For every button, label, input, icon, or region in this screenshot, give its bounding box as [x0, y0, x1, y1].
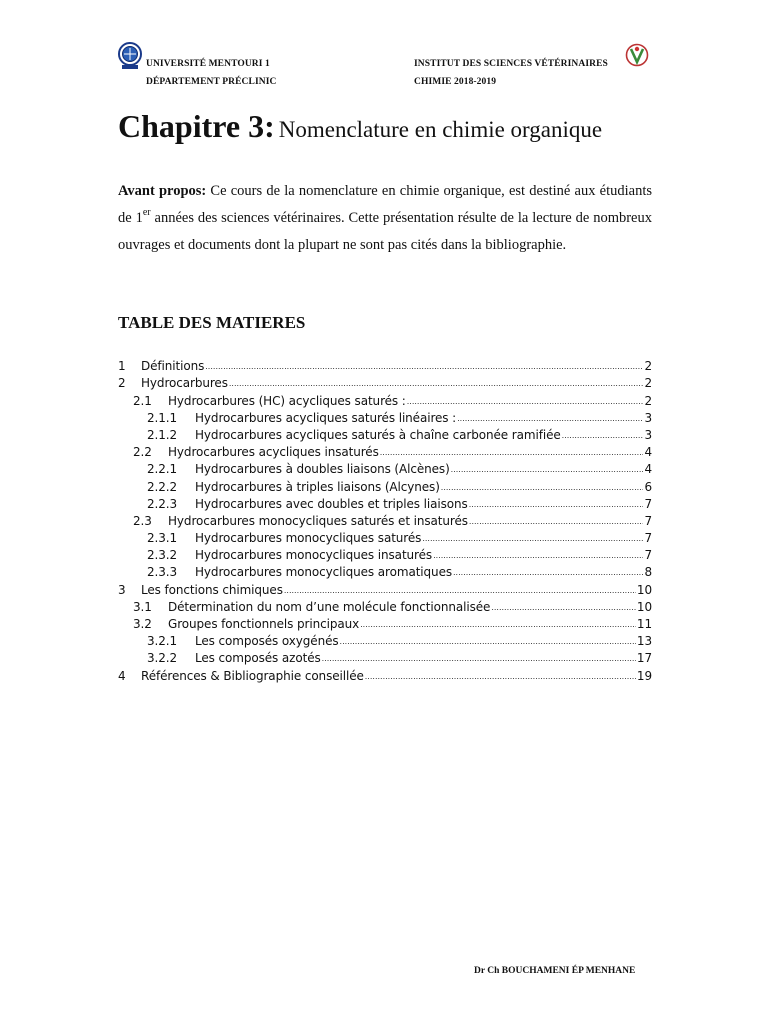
toc-entry[interactable]: [118, 459, 652, 476]
toc-entry[interactable]: [118, 408, 652, 425]
toc-entry-number: 3.2.1: [147, 634, 178, 649]
toc-entry-number: 2.3.3: [147, 565, 178, 580]
institute-name: INSTITUT DES SCIENCES VÉTÉRINAIRES: [414, 59, 608, 69]
toc-entry[interactable]: [118, 579, 652, 596]
chapter-number: Chapitre 3:: [118, 108, 275, 144]
footer-author: Dr Ch BOUCHAMENI ÉP MENHANE: [474, 966, 636, 976]
toc-entry-number: 1: [118, 359, 126, 374]
toc-entry[interactable]: [118, 425, 652, 442]
toc-entry-number: 3.2.2: [147, 651, 178, 666]
toc-leader-dots: [360, 619, 636, 631]
toc-leader-dots: [229, 378, 644, 390]
toc-entry-page: 17: [636, 651, 652, 666]
toc-entry-number: 2.3: [133, 513, 152, 528]
toc-entry-title: Détermination du nom d’une molécule fonctionnalisée: [168, 599, 491, 614]
toc-entry-page: 4: [644, 462, 652, 477]
toc-entry-title: Les composés oxygénés: [195, 634, 339, 649]
toc-entry-title: Les composés azotés: [195, 651, 321, 666]
toc-entry-page: 7: [644, 548, 652, 563]
toc-entry-title: Les fonctions chimiques: [141, 582, 283, 597]
toc-entry-title: Hydrocarbures monocycliques saturés et insaturés: [168, 513, 468, 528]
toc-entry[interactable]: [118, 648, 652, 665]
toc-entry[interactable]: [118, 390, 652, 407]
toc-entry-number: 2.1: [133, 393, 152, 408]
toc-entry-page: 7: [644, 531, 652, 546]
university-logo: [118, 42, 142, 70]
toc-entry-number: 3.1: [133, 599, 152, 614]
toc-entry-page: 10: [636, 582, 652, 597]
toc-entry-number: 2.3.2: [147, 548, 178, 563]
toc-entry-title: Hydrocarbures acycliques saturés linéaires :: [195, 410, 457, 425]
toc-entry-number: 2.2.2: [147, 479, 178, 494]
toc-entry-title: Références & Bibliographie conseillée: [141, 668, 364, 683]
intro-text-1: Ce cours de la nomenclature en chimie organique, est destiné aux étudiants de 1: [118, 183, 652, 226]
toc-entry[interactable]: [118, 511, 652, 528]
toc-entry-number: 2: [118, 376, 126, 391]
toc-entry[interactable]: [118, 631, 652, 648]
toc-entry-page: 10: [636, 599, 652, 614]
toc-entry[interactable]: [118, 614, 652, 631]
toc-leader-dots: [469, 499, 644, 511]
toc-entry-page: 7: [644, 496, 652, 511]
toc-entry[interactable]: [118, 545, 652, 562]
toc-entry-page: 2: [644, 376, 652, 391]
chapter-title: Nomenclature en chimie organique: [278, 117, 603, 142]
toc-entry-title: Hydrocarbures: [141, 376, 228, 391]
toc-entry-page: 2: [644, 393, 652, 408]
toc-entry-page: 11: [636, 617, 652, 631]
toc-entry-number: 3.2: [133, 617, 152, 631]
toc-entry-page: 2: [644, 359, 652, 374]
toc-leader-dots: [380, 447, 644, 459]
toc-leader-dots: [491, 602, 636, 614]
toc-entry-number: 2.1.2: [147, 427, 178, 442]
university-name: UNIVERSITÉ MENTOURI 1: [146, 59, 270, 69]
toc-entry-title: Hydrocarbures acycliques saturés à chaîne carbonée ramifiée: [195, 427, 561, 442]
toc-entry-number: 4: [118, 668, 126, 683]
toc-entry[interactable]: [118, 562, 652, 579]
toc-entry[interactable]: [118, 597, 652, 614]
toc-entry-page: 6: [644, 479, 652, 494]
toc-leader-dots: [453, 567, 643, 579]
intro-paragraph: [118, 178, 652, 259]
toc-entry-title: Hydrocarbures avec doubles et triples liaisons: [195, 496, 468, 511]
toc-entry-number: 2.2.1: [147, 462, 178, 477]
intro-label: Avant propos:: [118, 183, 207, 199]
toc-leader-dots: [284, 585, 636, 597]
toc-entry[interactable]: [118, 665, 652, 682]
toc-entry-number: 2.2: [133, 445, 152, 460]
toc-entry-number: 2.2.3: [147, 496, 178, 511]
chapter-heading: [118, 108, 602, 145]
toc-leader-dots: [407, 396, 644, 408]
toc-entry[interactable]: [118, 356, 652, 373]
toc-leader-dots: [457, 413, 643, 425]
toc-entry-title: Hydrocarbures monocycliques insaturés: [195, 548, 433, 563]
department-name: DÉPARTEMENT PRÉCLINIC: [146, 77, 277, 87]
toc-entry-title: Hydrocarbures (HC) acycliques saturés :: [168, 393, 406, 408]
toc-entry-title: Hydrocarbures acycliques insaturés: [168, 445, 379, 460]
toc-entry-page: 8: [644, 565, 652, 580]
toc-entry-title: Groupes fonctionnels principaux: [168, 617, 360, 631]
toc-entry[interactable]: [118, 476, 652, 493]
toc-entry-title: Hydrocarbures monocycliques aromatiques: [195, 565, 453, 580]
toc-leader-dots: [451, 464, 644, 476]
toc-entry[interactable]: [118, 494, 652, 511]
toc-entry-title: Hydrocarbures à triples liaisons (Alcynes): [195, 479, 440, 494]
toc-leader-dots: [365, 671, 636, 683]
toc-leader-dots: [205, 361, 643, 373]
toc-leader-dots: [340, 636, 636, 648]
intro-text-2: années des sciences vétérinaires. Cette présentation résulte de la lecture de nombreux ouvrages et documents dont la plupart ne sont pas cités dans la bibliographie.: [118, 210, 652, 253]
toc-entry-title: Définitions: [141, 359, 205, 374]
toc-entry-number: 2.1.1: [147, 410, 178, 425]
toc-leader-dots: [562, 430, 644, 442]
toc-entry-page: 7: [644, 513, 652, 528]
toc-leader-dots: [433, 550, 643, 562]
toc-leader-dots: [469, 516, 644, 528]
toc-heading: TABLE DES MATIERES: [118, 313, 306, 332]
toc-leader-dots: [322, 653, 636, 665]
toc-entry-page: 19: [636, 668, 652, 683]
toc-entry-page: 13: [636, 634, 652, 649]
toc-entry-number: 3: [118, 582, 126, 597]
table-of-contents: [118, 356, 652, 683]
toc-leader-dots: [422, 533, 643, 545]
toc-entry[interactable]: [118, 442, 652, 459]
toc-entry-page: 3: [644, 410, 652, 425]
institute-logo: [625, 43, 649, 69]
toc-entry-page: 3: [644, 427, 652, 442]
toc-leader-dots: [441, 482, 644, 494]
toc-entry-title: Hydrocarbures à doubles liaisons (Alcènes): [195, 462, 450, 477]
intro-superscript: er: [142, 207, 151, 218]
toc-entry[interactable]: [118, 373, 652, 390]
toc-entry-page: 4: [644, 445, 652, 460]
toc-entry-title: Hydrocarbures monocycliques saturés: [195, 531, 422, 546]
course-year: CHIMIE 2018-2019: [414, 77, 497, 87]
toc-entry[interactable]: [118, 528, 652, 545]
toc-entry-number: 2.3.1: [147, 531, 178, 546]
